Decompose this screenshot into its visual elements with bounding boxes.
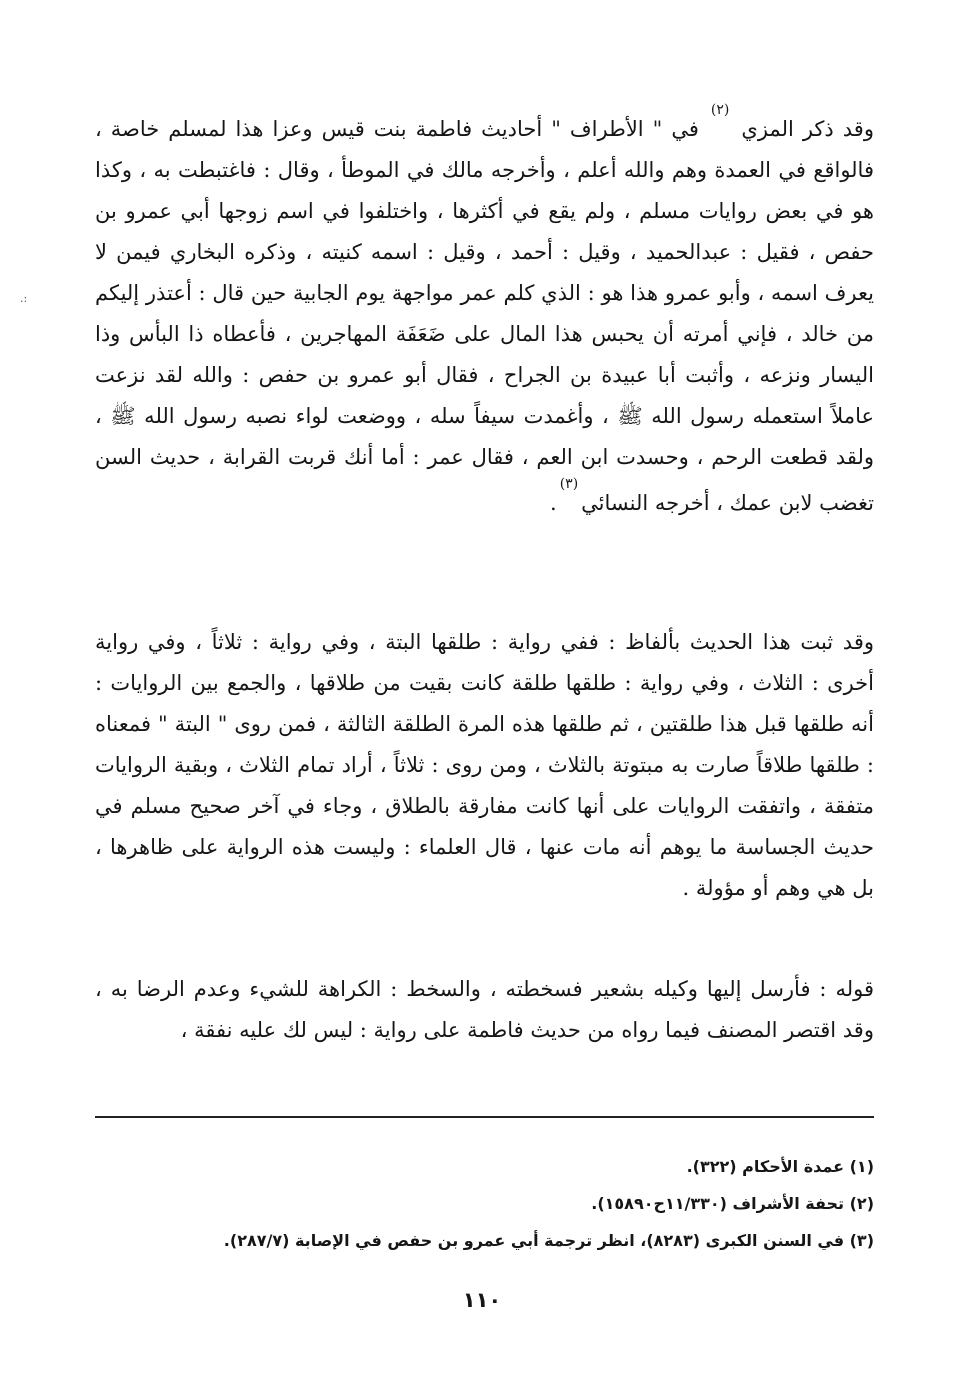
- page-number: ١١٠: [462, 1288, 502, 1312]
- paragraph-1-text-end: .: [550, 491, 557, 515]
- footnotes: [95, 1152, 874, 1263]
- footnote-ref-2[interactable]: (٢): [710, 102, 730, 118]
- footnote-3: (٣) في السنن الكبرى (٨٢٨٣)، انظر ترجمة أبي عمرو بن حفص في الإصابة (٢٨٧/٧).: [223, 1231, 874, 1250]
- footnote-2: (٢) تحفة الأشراف (١١/٣٣٠ح١٥٨٩٠).: [591, 1194, 874, 1213]
- paragraph-1-text-middle: في " الأطراف " أحاديث فاطمة بنت قيس وعزا هذا لمسلم خاصة ، فالواقع في العمدة وهم والله أعلم ، وأخرجه مالك في الموطأ ، وقال : فاغتبطت به ، وكذا هو في بعض روايات مسلم ، ولم يقع في أكثرها ، واختلفوا في اسم زوجها أبي عمرو بن حفص ، فقيل : عبدالحميد ، وقيل : أحمد ، وقيل : اسمه كنيته ، وذكره البخاري فيمن لا يعرف اسمه ، وأبو عمرو هذا هو : الذي كلم عمر مواجهة يوم الجابية حين قال : أعتذر إليكم من خالد ، فإني أمرته أن يحبس هذا المال على ضَعَفَة المهاجرين ، فأعطاه ذا البأس وذا اليسار ونزعه ، وأثبت أبا عبيدة بن الجراح ، فقال أبو عمرو بن حفص : والله لقد نزعت عاملاً استعمله رسول الله ﷺ ، وأغمدت سيفاً سله ، ووضعت لواء نصبه رسول الله ﷺ ، ولقد قطعت الرحم ، وحسدت ابن العم ، فقال عمر : أما أنك قربت القرابة ، حديث السن تغضب لابن عمك ، أخرجه النسائي: [95, 117, 874, 515]
- margin-speck: .:: [20, 292, 28, 305]
- paragraph-1: [95, 104, 874, 524]
- footnote-divider: [95, 1116, 874, 1118]
- paragraph-3: قوله : فأرسل إليها وكيله بشعير فسخطته ، والسخط : الكراهة للشيء وعدم الرضا به ، وقد اقتصر المصنف فيما رواه من حديث فاطمة على رواية : ليس لك عليه نفقة ،: [95, 977, 874, 1042]
- paragraph-2: وقد ثبت هذا الحديث بألفاظ : ففي رواية : طلقها البتة ، وفي رواية : ثلاثاً ، وفي رواية أخرى : الثلاث ، وفي رواية : طلقها طلقة كانت بقيت من طلاقها ، والجمع بين الروايات : أنه طلقها قبل هذا طلقتين ، ثم طلقها هذه المرة الطلقة الثالثة ، فمن روى " البتة " فمعناه : طلقها طلاقاً صارت به مبتوتة بالثلاث ، ومن روى : ثلاثاً ، أراد تمام الثلاث ، وبقية الروايات متفقة ، واتفقت الروايات على أنها كانت مفارقة بالطلاق ، وجاء في آخر صحيح مسلم في حديث الجساسة ما يوهم أنه مات عنها ، قال العلماء : وليست هذه الرواية على ظاهرها ، بل هي وهم أو مؤولة .: [95, 630, 874, 900]
- paragraph-1-text-start: وقد ذكر المزي: [732, 117, 874, 141]
- footnote-ref-3[interactable]: (٣): [559, 476, 579, 492]
- footnote-1: (١) عمدة الأحكام (٣٢٢).: [686, 1157, 874, 1176]
